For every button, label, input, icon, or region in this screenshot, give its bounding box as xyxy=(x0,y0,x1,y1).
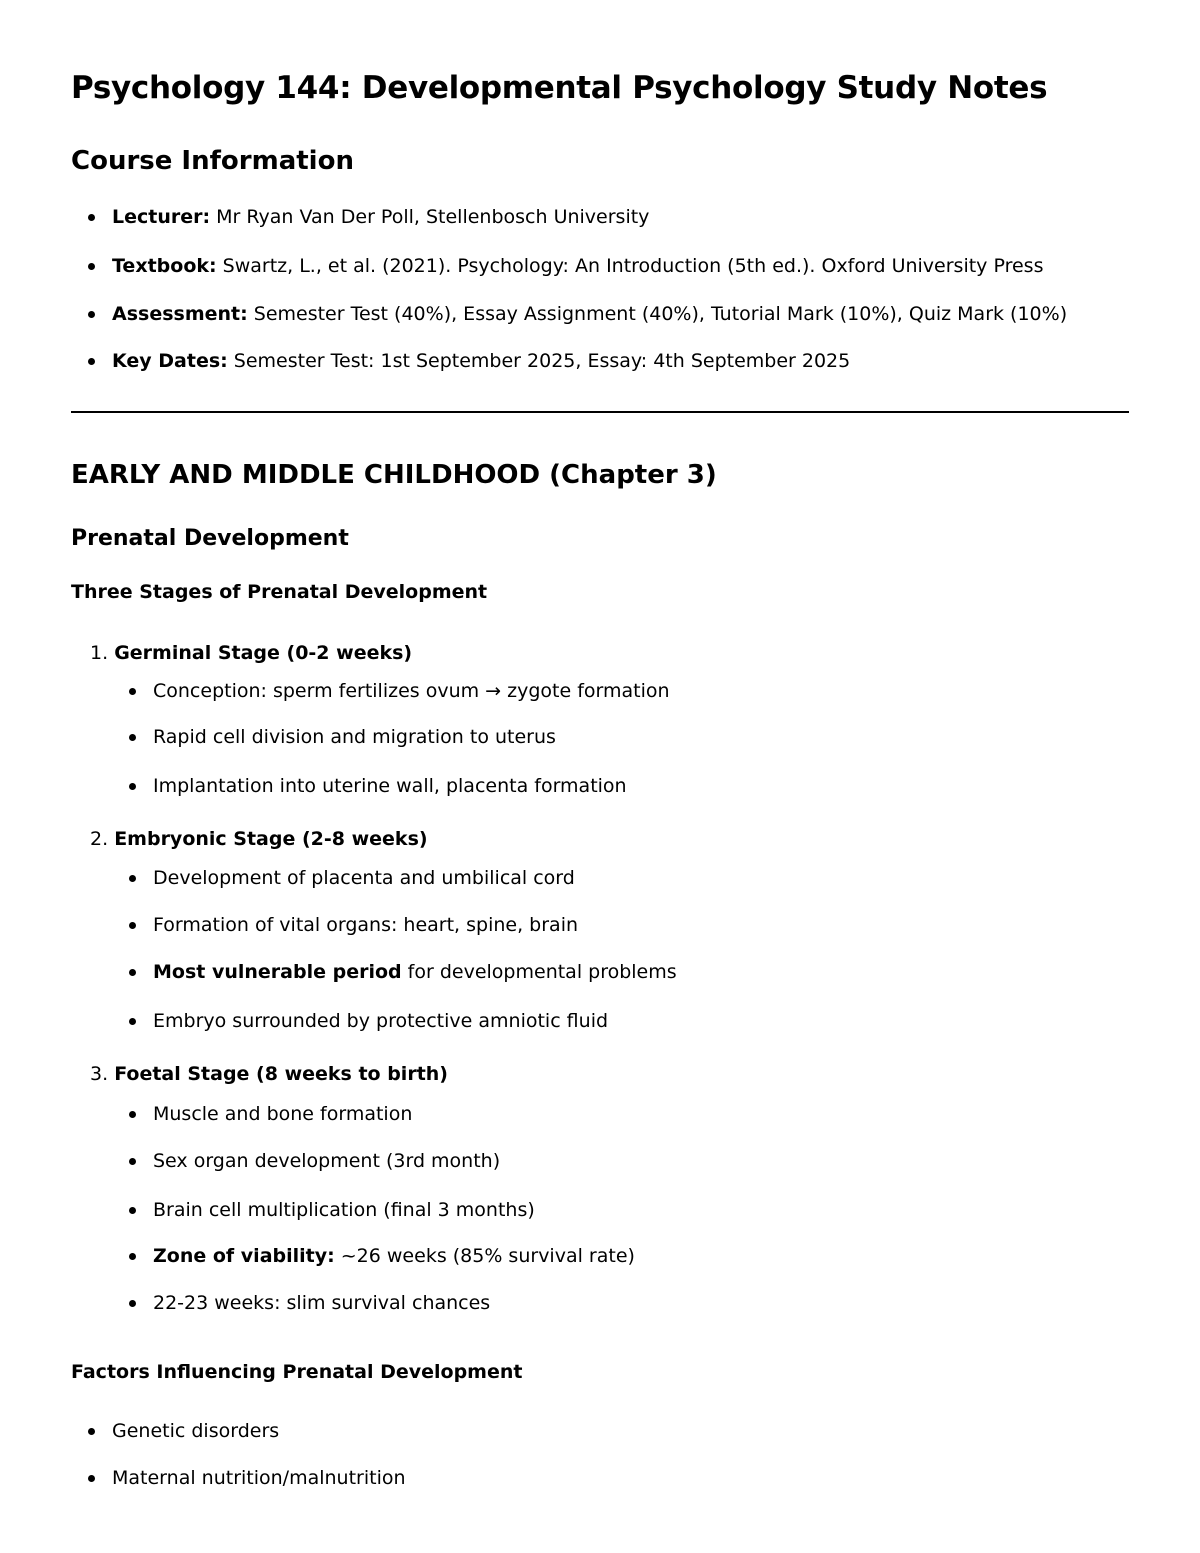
section-divider xyxy=(71,411,1129,413)
course-info-label: Assessment: xyxy=(112,303,248,325)
factor-item: Genetic disorders xyxy=(112,1417,279,1445)
course-info-heading: Course Information xyxy=(71,146,354,176)
stage-point: Implantation into uterine wall, placenta formation xyxy=(153,772,627,800)
stage-title: Germinal Stage (0-2 weeks) xyxy=(114,642,413,664)
course-info-item xyxy=(112,347,850,375)
factor-item: Maternal nutrition/malnutrition xyxy=(112,1464,406,1492)
stage-title: Embryonic Stage (2-8 weeks) xyxy=(114,828,428,850)
course-info-label: Lecturer: xyxy=(112,206,211,228)
course-info-item xyxy=(112,203,649,231)
stage-point: Most vulnerable period for developmental problems xyxy=(153,958,677,986)
stage-point: Brain cell multiplication (final 3 months) xyxy=(153,1196,535,1224)
stage-point: Rapid cell division and migration to uterus xyxy=(153,723,556,751)
stage-point: Embryo surrounded by protective amniotic fluid xyxy=(153,1007,608,1035)
course-info-text: Semester Test: 1st September 2025, Essay: 4th September 2025 xyxy=(227,350,851,372)
course-info-text: Swartz, L., et al. (2021). Psychology: An Introduction (5th ed.). Oxford University Press xyxy=(216,255,1044,277)
subsection-heading: Three Stages of Prenatal Development xyxy=(71,581,488,603)
stage-point: Conception: sperm fertilizes ovum → zygote formation xyxy=(153,677,670,705)
page-title: Psychology 144: Developmental Psychology Study Notes xyxy=(71,70,1048,106)
stage-number: 1. xyxy=(90,642,109,664)
stage-number: 3. xyxy=(90,1063,109,1085)
stage-item xyxy=(90,825,428,853)
stage-item xyxy=(90,639,412,667)
section-heading: Prenatal Development xyxy=(71,526,349,551)
stage-point: Sex organ development (3rd month) xyxy=(153,1147,500,1175)
stage-point: Formation of vital organs: heart, spine, brain xyxy=(153,911,578,939)
chapter-heading: EARLY AND MIDDLE CHILDHOOD (Chapter 3) xyxy=(71,460,717,490)
factors-heading: Factors Influencing Prenatal Development xyxy=(71,1361,523,1383)
stage-point: 22-23 weeks: slim survival chances xyxy=(153,1289,490,1317)
course-info-text: Mr Ryan Van Der Poll, Stellenbosch University xyxy=(210,206,650,228)
stage-point: Muscle and bone formation xyxy=(153,1100,412,1128)
course-info-item xyxy=(112,252,1043,280)
stage-point: Zone of viability: ~26 weeks (85% survival rate) xyxy=(153,1242,635,1270)
course-info-item xyxy=(112,300,1067,328)
course-info-text: Semester Test (40%), Essay Assignment (40%), Tutorial Mark (10%), Quiz Mark (10%) xyxy=(247,303,1068,325)
stage-title: Foetal Stage (8 weeks to birth) xyxy=(114,1063,448,1085)
course-info-label: Textbook: xyxy=(112,255,217,277)
course-info-label: Key Dates: xyxy=(112,350,228,372)
stage-point: Development of placenta and umbilical cord xyxy=(153,864,575,892)
stage-number: 2. xyxy=(90,828,109,850)
stage-item xyxy=(90,1060,448,1088)
